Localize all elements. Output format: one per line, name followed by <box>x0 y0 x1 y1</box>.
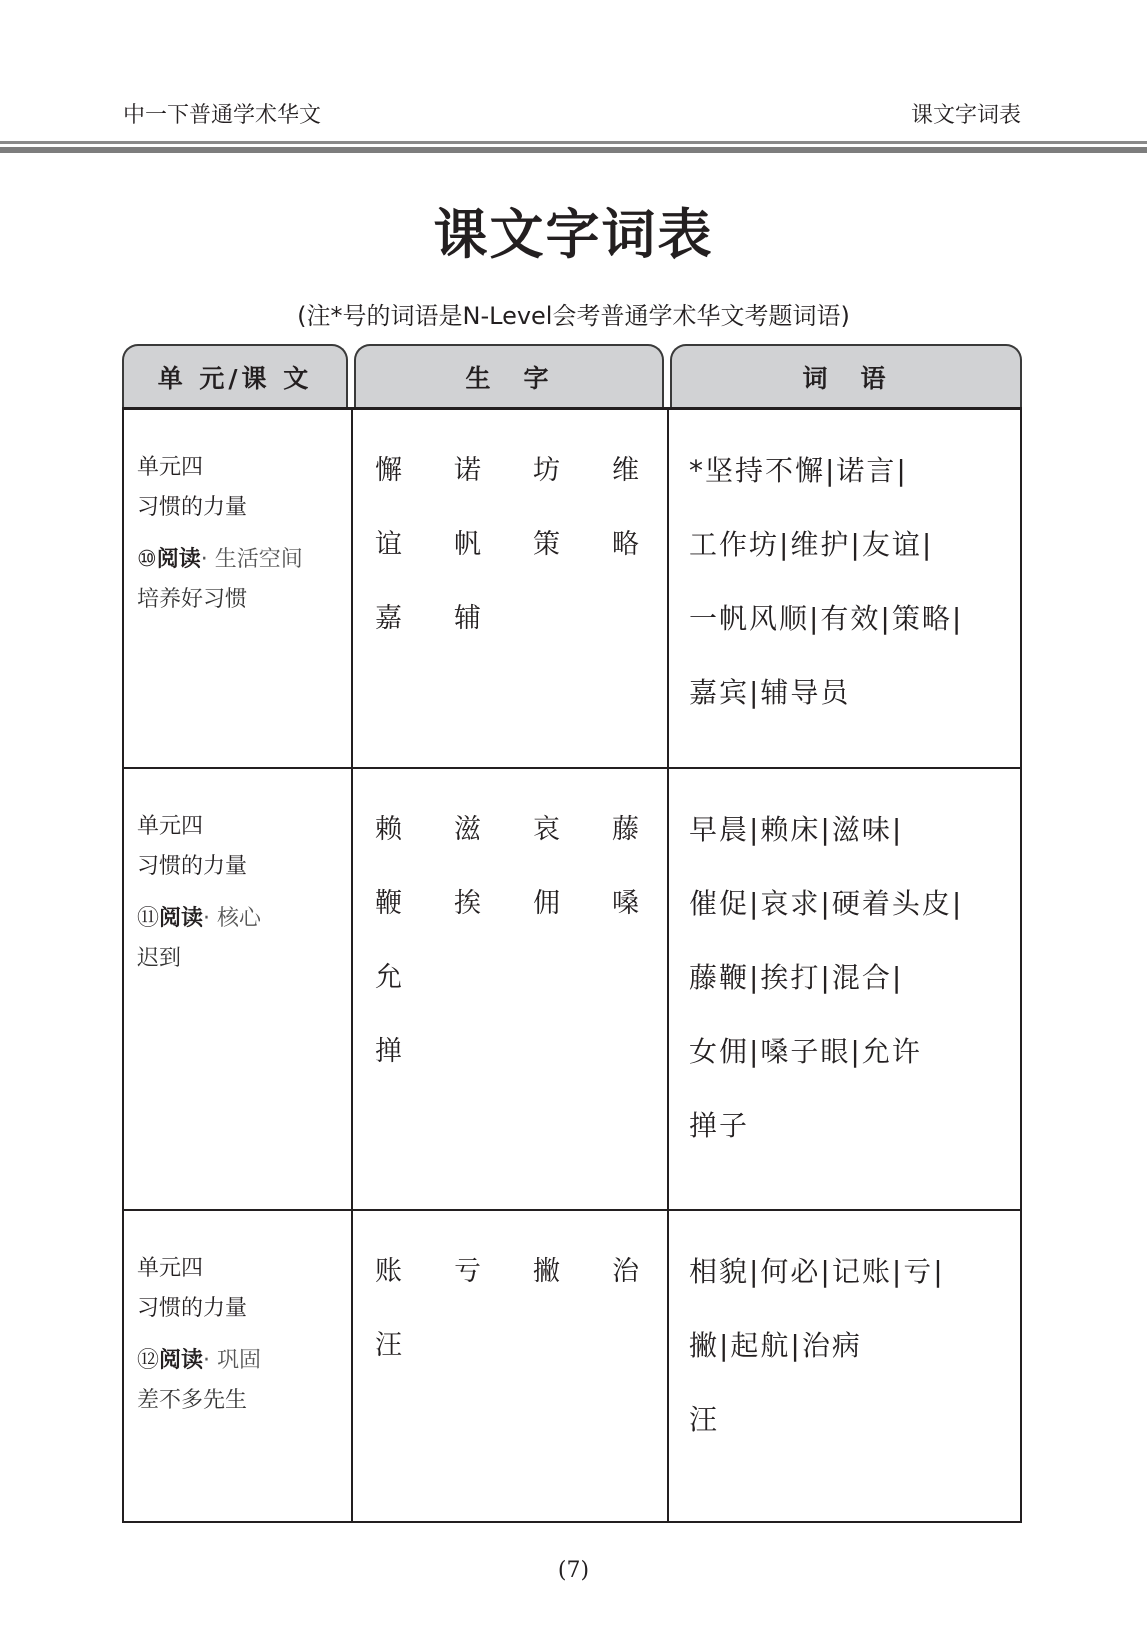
word-line: 早晨|赖床|滋味| <box>689 813 904 846</box>
characters-cell <box>353 769 669 1209</box>
unit-theme: 习惯的力量 <box>137 854 248 879</box>
running-header-left: 中一下普通学术华文 <box>123 103 322 128</box>
character: 哀 <box>533 814 560 845</box>
words-cell <box>669 410 1020 767</box>
character: 略 <box>612 529 639 560</box>
character <box>533 941 612 1015</box>
character: 维 <box>612 455 639 486</box>
lesson-number: ⑪ <box>137 906 160 931</box>
word-line: 掸子 <box>689 1109 750 1142</box>
character: 账 <box>375 1256 402 1287</box>
reading-type: · 生活空间 <box>200 547 303 572</box>
lesson-number: ⑫ <box>137 1348 160 1373</box>
words-cell <box>669 1211 1020 1521</box>
reading-label: 阅读 <box>159 906 204 931</box>
character: 帆 <box>454 529 481 560</box>
header-rule-thick <box>0 147 1147 153</box>
column-header-words: 词 语 <box>670 344 1022 407</box>
character: 滋 <box>454 814 481 845</box>
character: 掸 <box>375 1036 402 1067</box>
character: 鞭 <box>375 888 402 919</box>
page-title: 课文字词表 <box>433 203 714 266</box>
character: 诺 <box>454 455 481 486</box>
lesson-title: 差不多先生 <box>137 1388 248 1413</box>
character: 嘉 <box>375 603 402 634</box>
words-cell <box>669 769 1020 1209</box>
character: 亏 <box>454 1256 481 1287</box>
character: 撇 <box>533 1256 560 1287</box>
unit-cell <box>124 1211 353 1521</box>
word-line: *坚持不懈|诺言| <box>689 454 908 487</box>
character: 嗓 <box>612 888 639 919</box>
character: 懈 <box>375 455 402 486</box>
lesson-number: ⑩ <box>137 547 157 572</box>
character: 佣 <box>533 888 560 919</box>
word-line: 工作坊|维护|友谊| <box>689 528 934 561</box>
table-row <box>122 410 1022 769</box>
note: (注*号的词语是N-Level会考普通学术华文考题词语) <box>297 302 850 330</box>
word-line: 催促|哀求|硬着头皮| <box>689 887 964 920</box>
unit-label: 单元四 <box>137 814 204 839</box>
running-header-right: 课文字词表 <box>910 103 1021 128</box>
character: 坊 <box>533 455 560 486</box>
character: 治 <box>612 1256 639 1287</box>
character <box>454 941 533 1015</box>
word-line: 藤鞭|挨打|混合| <box>689 961 904 994</box>
reading-type: · 巩固 <box>203 1348 262 1373</box>
character: 辅 <box>454 603 481 634</box>
characters-cell <box>353 410 669 767</box>
vocab-table <box>122 407 1022 1523</box>
character: 汪 <box>375 1330 402 1361</box>
column-header-characters: 生 字 <box>354 344 664 407</box>
unit-cell <box>124 410 353 767</box>
word-line: 汪 <box>689 1403 720 1436</box>
character: 谊 <box>375 529 402 560</box>
reading-label: 阅读 <box>159 1348 204 1373</box>
reading-label: 阅读 <box>156 547 201 572</box>
lesson-title: 迟到 <box>137 946 182 971</box>
lesson-heading <box>137 540 351 580</box>
character: 赖 <box>375 814 402 845</box>
page-number: (7) <box>557 1558 590 1583</box>
character: 策 <box>533 529 560 560</box>
column-header-unit: 单 元/课 文 <box>122 344 348 407</box>
unit-label: 单元四 <box>137 455 204 480</box>
character: 藤 <box>612 814 639 845</box>
word-line: 撇|起航|治病 <box>689 1329 862 1362</box>
word-line: 相貌|何必|记账|亏| <box>689 1255 945 1288</box>
unit-theme: 习惯的力量 <box>137 1296 248 1321</box>
unit-theme: 习惯的力量 <box>137 495 248 520</box>
table-row <box>122 1211 1022 1523</box>
unit-cell <box>124 769 353 1209</box>
header-rule-thin <box>0 141 1147 144</box>
word-line: 嘉宾|辅导员 <box>689 676 851 709</box>
unit-label: 单元四 <box>137 1256 204 1281</box>
table-row <box>122 769 1022 1211</box>
word-line: 女佣|嗓子眼|允许 <box>689 1035 922 1068</box>
lesson-heading <box>137 1341 351 1381</box>
word-line: 一帆风顺|有效|策略| <box>689 602 964 635</box>
reading-type: · 核心 <box>203 906 262 931</box>
lesson-title: 培养好习惯 <box>137 587 248 612</box>
character: 挨 <box>454 888 481 919</box>
characters-cell <box>353 1211 669 1521</box>
character: 允 <box>375 962 402 993</box>
lesson-heading <box>137 899 351 939</box>
